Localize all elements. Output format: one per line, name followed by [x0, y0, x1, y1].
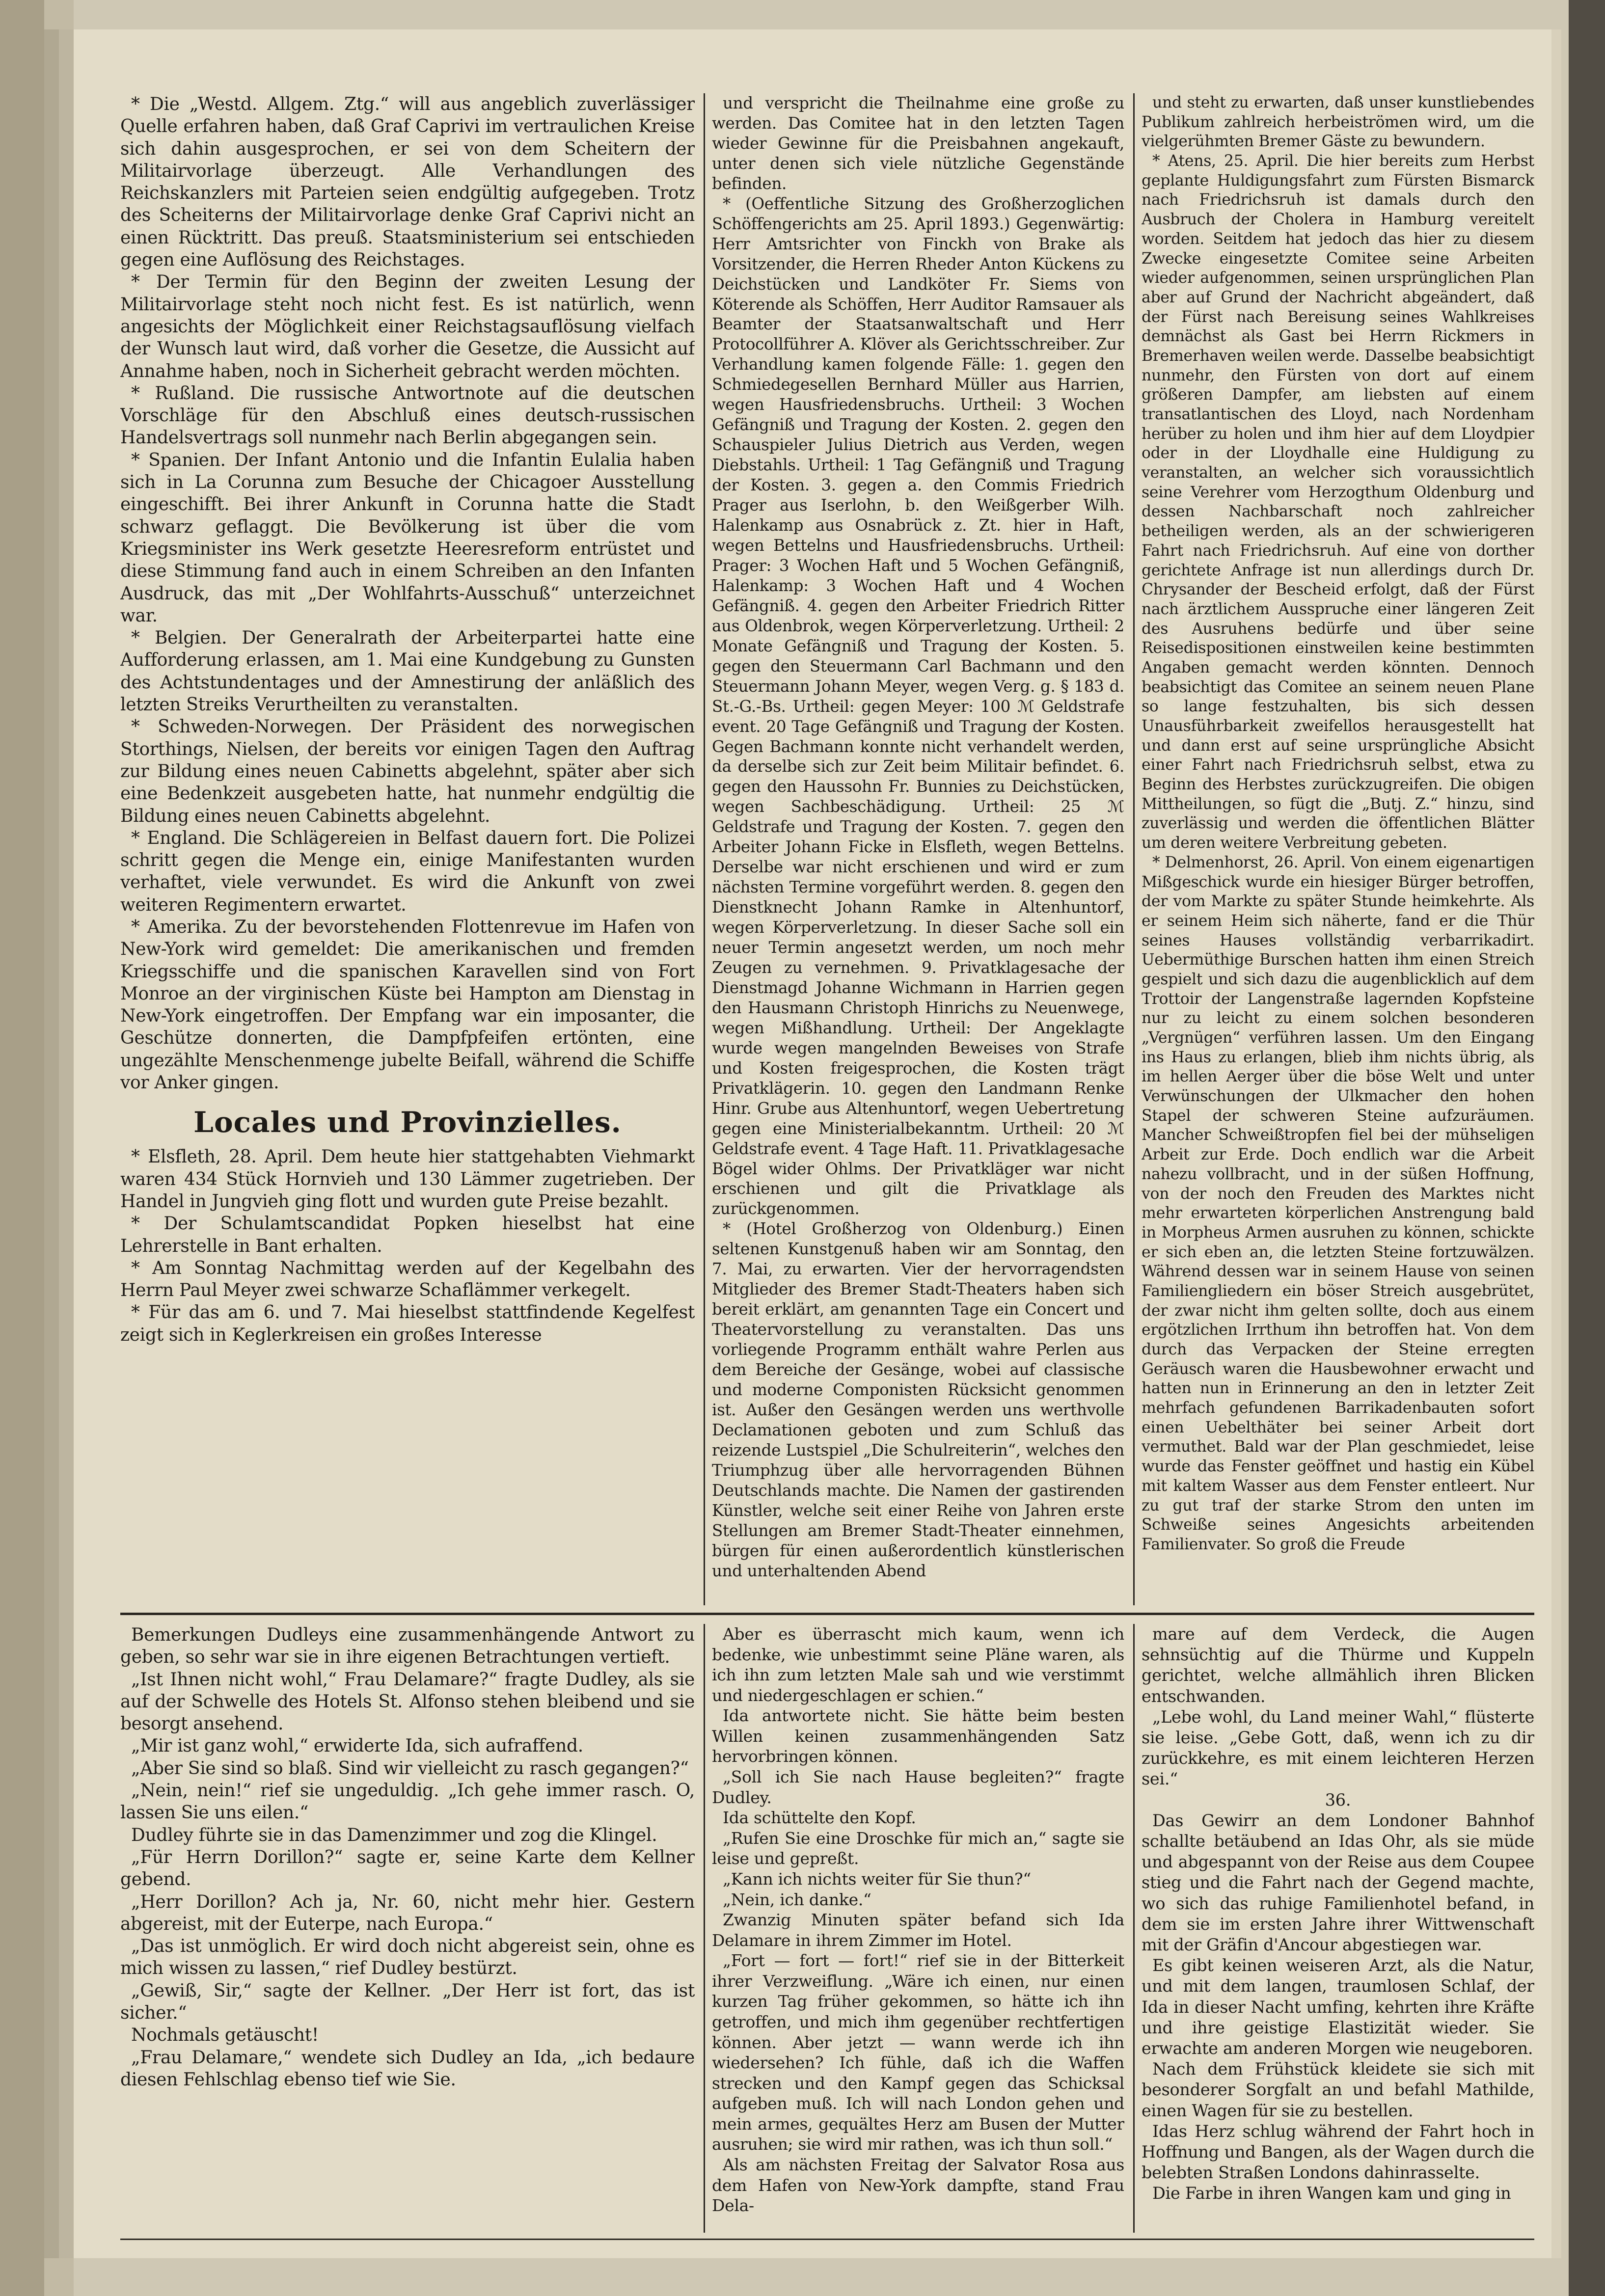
feuilleton-paragraph: Nach dem Frühstück kleidete sie sich mit besonderer Sorgfalt an und befahl Mathilde, einen Wagen für sie zu bestellen.: [1142, 2059, 1534, 2120]
book-edge: [0, 0, 44, 2296]
feuilleton-column-1-items: [120, 1624, 695, 2091]
column-rule: [1133, 93, 1135, 1605]
feuilleton-paragraph: „Fort — fort — fort!“ rief sie in der Bitterkeit ihrer Verzweiflung. „Wäre ich einen, nur einen kurzen Tag früher gekommen, so hätte ich ihn getroffen, und mich ihm gegenüber rechtfertigen können. Aber jetzt — wann werde ich ihn wiedersehen? Ich fühle, daß ich die Waffen strecken und den Kampf gegen das Schicksal aufgeben muß. Ich will nach London gehen und mein armes, gequältes Herz am Busen der Mutter ausruhen; sie wird mir rathen, was ich thun soll.“: [712, 1951, 1124, 2154]
feuilleton-paragraph: mare auf dem Verdeck, die Augen sehnsüchtig auf die Thürme und Kuppeln gerichtet, welche allmählich ihren Blicken entschwanden.: [1142, 1624, 1534, 1706]
news-paragraph: und verspricht die Theilnahme eine große zu werden. Das Comitee hat in den letzten Tagen wieder Gewinne für die Preisbahnen angekauft, unter denen sich viele nützliche Gegenstände befinden.: [712, 94, 1124, 193]
feuilleton-paragraph: „Mir ist ganz wohl,“ erwiderte Ida, sich aufraffend.: [131, 1736, 583, 1756]
column-rule: [704, 93, 705, 1605]
feuilleton-paragraph: Idas Herz schlug während der Fahrt hoch in Hoffnung und Bangen, als der Wagen durch die belebten Straßen Londons dahinrasselte.: [1142, 2121, 1534, 2183]
feuilleton-paragraph: „Frau Delamare,“ wendete sich Dudley an Ida, „ich bedaure diesen Fehlschlag ebenso tief wie Sie.: [120, 2047, 695, 2090]
news-column-3: [1142, 93, 1534, 1605]
feuilleton-paragraph: „Nein, nein!“ rief sie ungeduldig. „Ich gehe immer rasch. O, lassen Sie uns eilen.“: [120, 1781, 695, 1823]
news-column-3-items: [1142, 93, 1534, 1555]
feuilleton-paragraph: Es gibt keinen weiseren Arzt, als die Natur, und mit dem langen, traumlosen Schlaf, der Ida in dieser Nacht umfing, kehrten ihre Kräfte und ihre geistige Elastizität wieder. Sie erwachte am anderen Morgen wie neugeboren.: [1142, 1956, 1534, 2058]
section-heading: Locales und Provinzielles.: [193, 1106, 622, 1139]
news-paragraph: * Atens, 25. April. Die hier bereits zum Herbst geplante Huldigungsfahrt zum Fürsten Bismarck nach Friedrichsruh ist damals durch den Ausbruch der Cholera in Hamburg vereitelt worden. Seitdem hat jedoch das hier zu diesem Zwecke eingesetzte Comitee seine Arbeiten wieder aufgenommen, seinen ursprünglichen Plan aber auf Grund der Nachricht abgeändert, daß der Fürst nach Bereisung seines Wahlkreises demnächst als Gast bei Herrn Rickmers in Bremerhaven weilen werde. Dasselbe beabsichtigt nunmehr, den Fürsten von dort auf einem größeren Dampfer, am liebsten auf einem transatlantischen des Lloyd, nach Nordenham herüber zu holen und ihm hier auf dem Lloydpier oder in der Lloydhalle eine Huldigung zu veranstalten, an welcher sich voraussichtlich seine Verehrer vom Herzogthum Oldenburg und dessen Nachbarschaft noch zahlreicher betheiligen werden, als an der schwierigeren Fahrt nach Friedrichsruh. Auf eine von dorther gerichtete Anfrage ist nun allerdings durch Dr. Chrysander der Bescheid erfolgt, daß der Fürst nach ärztlichem Ausspruche einer längeren Zeit des Ausruhens bedürfe und über seine Reisedispositionen einstweilen keine bestimmten Angaben gemacht werden könnten. Dennoch beabsichtigt das Comitee an seinem neuen Plane so lange festzuhalten, bis sich dessen Unausführbarkeit zweifellos herausgestellt hat und dann erst auf seine ursprüngliche Absicht einer Fahrt nach Friedrichsruh selbst, etwa zu Beginn des Herbstes zurückzugreifen. Die obigen Mittheilungen, so fügt die „Butj. Z.“ hinzu, sind zuverlässig und werden die öffentlichen Blätter um deren weitere Verbreitung gebeten.: [1142, 152, 1534, 852]
news-column-2: [712, 93, 1124, 1605]
feuilleton-paragraph: „Das ist unmöglich. Er wird doch nicht abgereist sein, ohne es mich wissen zu lassen,“ rief Dudley bestürzt.: [120, 1936, 695, 1979]
news-column-1: [120, 93, 695, 1605]
local-news-items: [120, 1146, 695, 1346]
feuilleton-paragraph: Die Farbe in ihren Wangen kam und ging in: [1152, 2184, 1511, 2203]
feuilleton-column-1: [120, 1624, 695, 2233]
news-column-2-items: [712, 93, 1124, 1581]
feuilleton-paragraph: Nochmals getäuscht!: [131, 2025, 319, 2046]
feuilleton-paragraph: Dudley führte sie in das Damenzimmer und zog die Klingel.: [131, 1825, 657, 1845]
feuilleton-paragraph: „Für Herrn Dorillon?“ sagte er, seine Karte dem Kellner gebend.: [120, 1847, 695, 1890]
feuilleton-paragraph: „Kann ich nichts weiter für Sie thun?“: [723, 1869, 1031, 1889]
feuilleton-paragraph: „Gewiß, Sir,“ sagte der Kellner. „Der Herr ist fort, das ist sicher.“: [120, 1980, 695, 2024]
feuilleton-paragraph: „Nein, ich danke.“: [723, 1890, 871, 1909]
feuilleton-paragraph: Ida antwortete nicht. Sie hätte beim besten Willen keinen zusammenhängenden Satz hervorbringen können.: [712, 1706, 1124, 1766]
news-paragraph: * Rußland. Die russische Antwortnote auf die deutschen Vorschläge für den Abschluß eines deutsch-russischen Handelsvertrags soll nunmehr nach Berlin abgegangen sein.: [120, 383, 695, 448]
local-news-paragraph: * Für das am 6. und 7. Mai hieselbst stattfindende Kegelfest zeigt sich in Keglerkreisen ein großes Interesse: [120, 1302, 695, 1345]
news-paragraph: * Delmenhorst, 26. April. Von einem eigenartigen Mißgeschick wurde ein hiesiger Bürger betroffen, der vom Markte zu später Stunde heimkehrte. Als er seinem Heim sich näherte, fand er die Thür seines Hauses vollständig verbarrikadirt. Uebermüthige Burschen hatten ihm einen Streich gespielt und sich dazu die augenblicklich auf dem Trottoir der Langenstraße lagernden Kopfsteine nur zu leicht zu einem solchen besonderen „Vergnügen“ verführen lassen. Um den Eingang ins Haus zu erlangen, blieb ihm nichts übrig, als im hellen Aerger über die böse Welt und unter Verwünschungen der Ulkmacher den hohen Stapel der schweren Steine aufzuräumen. Mancher Schweißtropfen fiel bei der mühseligen Arbeit zur Erde. Doch endlich war die Arbeit nahezu vollbracht, und in der süßen Hoffnung, von der noch den Freuden des Marktes nicht mehr erwarteten körperlichen Anstrengung bald in Morpheus Armen ausruhen zu können, schickte er sich eben an, die letzten Steine fortzuwälzen. Während dessen war in seinem Hause von seinen Familiengliedern ein böser Streich ausgebrütet, der zwar nicht ihm gelten sollte, doch aus einem ergötzlichen Irrthum ihn betroffen hat. Von dem durch das Verpacken der Steine erregten Geräusch waren die Hausbewohner erwacht und hatten nun in Erinnerung an den in letzter Zeit mehrfach gefundenen Barrikadenbauten sofort einen Uebelthäter bei seiner Arbeit dort vermuthet. Bald war der Plan geschmiedet, leise wurde das Fenster geöffnet und hastig ein Kübel mit kaltem Wasser aus dem Fenster entleert. Nur zu gut traf der starke Strom den unten im Schweiße seines Angesichts arbeitenden Familienvater. So groß die Freude: [1142, 853, 1534, 1553]
news-paragraph: * Schweden-Norwegen. Der Präsident des norwegischen Storthings, Nielsen, der bereits vor einigen Tagen den Auftrag zur Bildung eines neuen Cabinetts abgelehnt, später aber sich eine Bedenkzeit ausgebeten hatte, hat nunmehr endgültig die Bildung eines neuen Cabinetts abgelehnt.: [120, 717, 695, 826]
page-stack: [44, 0, 74, 2296]
newspaper-page: [74, 29, 1551, 2258]
feuilleton-paragraph: Das Gewirr an dem Londoner Bahnhof schallte betäubend an Idas Ohr, als sie müde und abgespannt von der Reise aus dem Coupee stieg und die Fahrt nach der Gegend machte, wo sich das ruhige Familienhotel befand, in dem sie im ersten Jahre ihrer Wittwenschaft mit der Gräfin d'Ancour abgestiegen war.: [1142, 1810, 1534, 1955]
local-news-paragraph: * Am Sonntag Nachmittag werden auf der Kegelbahn des Herrn Paul Meyer zwei schwarze Schaflämmer verkegelt.: [120, 1258, 695, 1301]
news-paragraph: * Die „Westd. Allgem. Ztg.“ will aus angeblich zuverlässiger Quelle erfahren haben, daß Graf Caprivi im vertraulichen Kreise sich dahin ausgesprochen, er sei von dem Scheitern der Militairvorlage überzeugt. Alle Verhandlungen des Reichskanzlers mit Parteien seien endgültig aufgegeben. Trotz des Scheiterns der Militairvorlage denke Graf Caprivi nicht an einen Rücktritt. Das preuß. Staatsministerium sei entschieden gegen eine Auflösung des Reichstages.: [120, 94, 695, 270]
feuilleton-paragraph: „Lebe wohl, du Land meiner Wahl,“ flüsterte sie leise. „Gebe Gott, daß, wenn ich zu dir zurückkehre, es mit einem leichteren Herzen sei.“: [1142, 1707, 1534, 1789]
feuilleton-paragraph: Als am nächsten Freitag der Salvator Rosa aus dem Hafen von New-York dampfte, stand Frau Dela-: [712, 2155, 1124, 2215]
local-news-paragraph: * Elsfleth, 28. April. Dem heute hier stattgehabten Viehmarkt waren 434 Stück Hornvieh und 130 Lämmer zugetrieben. Der Handel in Jungvieh ging flott und wurden gute Preise bezahlt.: [120, 1147, 695, 1212]
news-paragraph: * England. Die Schlägereien in Belfast dauern fort. Die Polizei schritt gegen die Menge ein, einige Manifestanten wurden verhaftet, viele verwundet. Es wird die Ankunft von zwei weiteren Regimentern erwartet.: [120, 828, 695, 915]
feuilleton-paragraph: „Rufen Sie eine Droschke für mich an,“ sagte sie leise und gepreßt.: [712, 1828, 1124, 1868]
column-rule: [1133, 1624, 1135, 2233]
news-paragraph: * (Oeffentliche Sitzung des Großherzoglichen Schöffengerichts am 25. April 1893.) Gegenwärtig: Herr Amtsrichter von Finckh von Brake als Vorsitzender, die Herren Rheder Anton Kückens zu Deichstücken und Landköter Fr. Siems von Köterende als Schöffen, Herr Auditor Ramsauer als Beamter der Staatsanwaltschaft und Herr Protocollführer A. Klöver als Gerichtsschreiber. Zur Verhandlung kamen folgende Fälle: 1. gegen den Schmiedegesellen Bernhard Müller aus Harrien, wegen Hausfriedensbruchs. Urtheil: 3 Wochen Gefängniß und Tragung der Kosten. 2. gegen den Schauspieler Julius Dietrich aus Verden, wegen Diebstahls. Urtheil: 1 Tag Gefängniß und Tragung der Kosten. 3. gegen a. den Commis Friedrich Prager aus Iserlohn, b. den Weißgerber Wilh. Halenkamp aus Osnabrück z. Zt. hier in Haft, wegen Bettelns und Hausfriedensbruchs. Urtheil: Prager: 3 Wochen Haft und 5 Wochen Gefängniß, Halenkamp: 3 Wochen Haft und 4 Wochen Gefängniß. 4. gegen den Arbeiter Friedrich Ritter aus Oldenbrok, wegen Körperverletzung. Urtheil: 2 Monate Gefängniß und Tragung der Kosten. 5. gegen den Steuermann Carl Bachmann und den Steuermann Johann Meyer, wegen Verg. g. § 183 d. St.-G.-Bs. Urtheil: gegen Meyer: 100 ℳ Geldstrafe event. 20 Tage Gefängniß und Tragung der Kosten. Gegen Bachmann konnte nicht verhandelt werden, da derselbe sich zur Zeit beim Militair befindet. 6. gegen den Haussohn Fr. Bunnies zu Deichstücken, wegen Sachbeschädigung. Urtheil: 25 ℳ Geldstrafe und Tragung der Kosten. 7. gegen den Arbeiter Johann Ficke in Elsfleth, wegen Bettelns. Derselbe war nicht erschienen und wird er zum nächsten Termine vorgeführt werden. 8. gegen den Dienstknecht Johann Ramke in Altenhuntorf, wegen Körperverletzung. In dieser Sache soll ein neuer Termin angesetzt werden, um noch mehr Zeugen zu vernehmen. 9. Privatklagesache der Dienstmagd Johanne Wichmann in Harrien gegen den Hausmann Christoph Hinrichs zu Neuenwege, wegen Mißhandlung. Urtheil: Der Angeklagte wurde wegen mangelnden Beweises von Strafe und Kosten freigesprochen, die Kosten trägt Privatklägerin. 10. gegen den Landmann Renke Hinr. Grube aus Altenhuntorf, wegen Uebertretung gegen eine Ministerialbekanntm. Urtheil: 20 ℳ Geldstrafe event. 4 Tage Haft. 11. Privatklagesache Bögel wider Ohlms. Der Privatkläger war nicht erschienen und gilt die Privatklage als zurückgenommen.: [712, 194, 1124, 1218]
news-paragraph: * Amerika. Zu der bevorstehenden Flottenrevue im Hafen von New-York wird gemeldet: Die amerikanischen und fremden Kriegsschiffe und die spanischen Karavellen sind von Fort Monroe an der virginischen Küste bei Hampton am Dienstag in New-York eingetroffen. Der Empfang war ein imposanter, die Geschütze donnerten, die Dampfpfeifen ertönten, eine ungezählte Menschenmenge jubelte Beifall, während die Schiffe vor Anker gingen.: [120, 917, 695, 1093]
news-paragraph: * Spanien. Der Infant Antonio und die Infantin Eulalia haben sich in La Corunna zum Besuche der Chicagoer Ausstellung eingeschifft. Bei ihrer Ankunft in Corunna hatte die Stadt schwarz geflaggt. Die Bevölkerung ist über die vom Kriegsminister ins Werk gesetzte Heeresreform entrüstet und diese Stimmung fand auch in einem Schreiben an den Infanten Ausdruck, das mit „Der Wohlfahrts-Ausschuß“ unterzeichnet war.: [120, 450, 695, 626]
feuilleton-paragraph: Aber es überrascht mich kaum, wenn ich bedenke, wie unbestimmt seine Pläne waren, als ich ihn zum letzten Male sah und wie verstimmt und niedergeschlagen er schien.“: [712, 1624, 1124, 1705]
feuilleton-column-3: [1142, 1624, 1534, 2233]
feuilleton-paragraph: Ida schüttelte den Kopf.: [723, 1808, 916, 1828]
news-paragraph: * (Hotel Großherzog von Oldenburg.) Einen seltenen Kunstgenuß haben wir am Sonntag, den 7. Mai, zu erwarten. Vier der hervorragendsten Mitglieder des Bremer Stadt-Theaters haben sich bereit erklärt, am genannten Tage ein Concert und Theatervorstellung zu veranstalten. Das uns vorliegende Programm enthält wahre Perlen aus dem Bereiche der Gesänge, wobei auf classische und moderne Componisten Rücksicht genommen ist. Außer den Gesängen werden uns werthvolle Declamationen geboten und zum Schluß das reizende Lustspiel „Die Schulreiterin“, welches den Triumphzug über alle hervorragenden Bühnen Deutschlands machte. Die Namen der gastirenden Künstler, welche seit einer Reihe von Jahren erste Stellungen am Bremer Stadt-Theater einnehmen, bürgen für einen außerordentlich künstlerischen und unterhaltenden Abend: [712, 1219, 1124, 1580]
news-column-1-items: [120, 93, 695, 1094]
binding-edge: [1569, 0, 1605, 2296]
feuilleton-divider: [120, 1613, 1534, 1615]
news-paragraph: * Der Termin für den Beginn der zweiten Lesung der Militairvorlage steht noch nicht fest. Es ist natürlich, wenn angesichts der Möglichkeit einer Reichstagsauflösung vielfach der Wunsch laut wird, daß vorher die Gesetze, die Aussicht auf Annahme haben, noch in Sicherheit gebracht werden möchten.: [120, 272, 695, 381]
feuilleton-paragraph: „Aber Sie sind so blaß. Sind wir vielleicht zu rasch gegangen?“: [131, 1758, 689, 1779]
bottom-rule: [120, 2239, 1534, 2240]
news-paragraph: * Belgien. Der Generalrath der Arbeiterpartei hatte eine Aufforderung erlassen, am 1. Mai eine Kundgebung zu Gunsten des Achtstundentages und der Amnestirung der anläßlich des letzten Streiks Verurtheilten zu veranstalten.: [120, 628, 695, 715]
feuilleton-paragraph: 36.: [1325, 1790, 1351, 1810]
feuilleton-column-2: [712, 1624, 1124, 2233]
feuilleton-column-2-items: [712, 1624, 1124, 2216]
feuilleton-paragraph: Zwanzig Minuten später befand sich Ida Delamare in ihrem Zimmer im Hotel.: [712, 1910, 1124, 1950]
feuilleton-paragraph: „Ist Ihnen nicht wohl,“ Frau Delamare?“ fragte Dudley, als sie auf der Schwelle des Hotels St. Alfonso stehen bleibend und sie besorgt ansehend.: [120, 1669, 695, 1734]
column-rule: [704, 1624, 705, 2233]
local-news-paragraph: * Der Schulamtscandidat Popken hieselbst hat eine Lehrerstelle in Bant erhalten.: [120, 1214, 695, 1256]
feuilleton-paragraph: Bemerkungen Dudleys eine zusammenhängende Antwort zu geben, so sehr war sie in ihre eigenen Betrachtungen vertieft.: [120, 1625, 695, 1668]
feuilleton-column-3-items: [1142, 1624, 1534, 2204]
feuilleton-paragraph: „Soll ich Sie nach Hause begleiten?“ fragte Dudley.: [712, 1767, 1124, 1807]
news-paragraph: und steht zu erwarten, daß unser kunstliebendes Publikum zahlreich herbeiströmen wird, um die vielgerühmten Bremer Gäste zu bewundern.: [1142, 94, 1534, 151]
feuilleton-paragraph: „Herr Dorillon? Ach ja, Nr. 60, nicht mehr hier. Gestern abgereist, mit der Euterpe, nach Europa.“: [120, 1891, 695, 1934]
